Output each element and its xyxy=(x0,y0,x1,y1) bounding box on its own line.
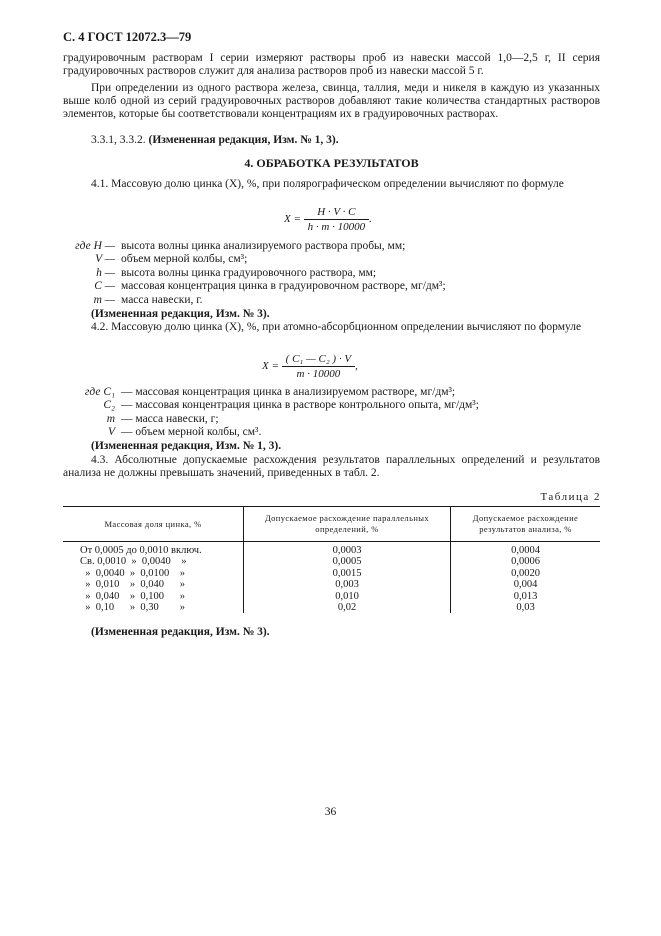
table-row xyxy=(63,579,600,590)
table-header-row xyxy=(63,507,600,542)
formula1-tail: . xyxy=(369,213,372,226)
table-header-cell: Массовая доля цинка, % xyxy=(63,507,244,542)
definition-text: высота волны цинка градуировочного раствора, мм; xyxy=(121,266,377,279)
definition-text: высота волны цинка анализируемого раствора пробы, мм; xyxy=(121,240,406,252)
definition-text: масса навески, г. xyxy=(121,293,203,306)
formula2-lhs: X = xyxy=(262,360,279,373)
definition-symbol: V xyxy=(107,426,115,439)
definition-text: — объем мерной колбы, см³. xyxy=(121,426,262,439)
tolerance-table xyxy=(63,506,600,613)
definitions-list-1 xyxy=(63,240,446,307)
table-cell: 0,0015 xyxy=(244,568,451,579)
definition-symbol: C₂ xyxy=(103,399,115,412)
definition-text: массовая концентрация цинка в градуировочном растворе, мг/дм³; xyxy=(121,280,446,293)
page-number: 36 xyxy=(324,806,337,818)
table-cell: 0,02 xyxy=(244,602,451,613)
table-cell: 0,013 xyxy=(451,591,601,602)
amendment-note-41: (Измененная редакция, Изм. № 3). xyxy=(91,308,270,320)
table-cell: От 0,0005 до 0,0010 включ. xyxy=(80,545,202,556)
table-row xyxy=(63,591,600,602)
amendment-note-43: (Измененная редакция, Изм. № 3). xyxy=(91,626,270,638)
table-cell: 0,003 xyxy=(244,579,451,590)
definition-symbol: V — xyxy=(95,253,115,266)
definition-text: — массовая концентрация цинка в анализируемом растворе, мг/дм³; xyxy=(121,386,456,398)
definition-row xyxy=(63,267,446,280)
table-cell: 0,03 xyxy=(451,602,601,613)
definition-symbol: где H — xyxy=(75,240,115,252)
table-cell: 0,0003 xyxy=(244,542,451,557)
paragraph-continuation: градуировочным растворам I серии измеряют растворы проб из навески массой 1,0—2,5 г, II серия градуировочных растворов служит для анализа растворов проб из навески массой 5 г. xyxy=(63,52,600,78)
amendment-clause-ref: 3.3.1, 3.3.2. xyxy=(91,134,149,146)
amendment-note-42: (Измененная редакция, Изм. № 1, 3). xyxy=(91,440,282,452)
amendment-note: (Измененная редакция, Изм. № 1, 3). xyxy=(148,134,339,146)
table-cell: 0,0005 xyxy=(244,556,451,567)
table-caption: Таблица 2 xyxy=(540,491,601,503)
table-cell: 0,0006 xyxy=(451,556,601,567)
table-cell: 0,0004 xyxy=(451,542,601,557)
definition-text: — масса навески, г; xyxy=(121,412,219,425)
table-cell: » 0,0040 » 0,0100 » xyxy=(80,567,185,579)
table-cell: » 0,040 » 0,100 » xyxy=(80,590,185,602)
table-row xyxy=(63,556,600,567)
table-row xyxy=(63,542,600,557)
table-cell: » 0,010 » 0,040 » xyxy=(80,579,185,591)
definition-row xyxy=(63,294,446,307)
definition-row xyxy=(63,426,479,439)
formula2-tail: , xyxy=(355,360,358,373)
table-header-cell: Допускаемое расхождение параллельных определений, % xyxy=(244,507,451,542)
definition-row xyxy=(63,240,446,253)
paragraph-42: 4.2. Массовую долю цинка (X), %, при атомно-абсорбционном определении вычисляют по формуле xyxy=(91,321,582,333)
table-cell: 0,010 xyxy=(244,591,451,602)
formula1-lhs: X = xyxy=(284,213,301,226)
table-cell: » 0,10 » 0,30 » xyxy=(80,602,185,614)
formula2-denominator: m · 10000 xyxy=(296,368,341,380)
formula2-fraction xyxy=(282,353,355,380)
page-header: С. 4 ГОСТ 12072.3—79 xyxy=(63,30,192,44)
definition-row xyxy=(63,399,479,412)
table-row xyxy=(63,568,600,579)
formula1-denominator: h · m · 10000 xyxy=(307,221,366,233)
definition-text: объем мерной колбы, см³; xyxy=(121,253,248,266)
formula1-fraction xyxy=(304,206,369,233)
formula2-numerator: ( C₁ — C₂ ) · V xyxy=(282,353,355,367)
definition-symbol: C — xyxy=(94,280,115,293)
definition-row xyxy=(63,253,446,266)
definition-row xyxy=(63,386,479,399)
formula-polarographic xyxy=(284,206,372,233)
definition-text: — массовая концентрация цинка в растворе контрольного опыта, мг/дм³; xyxy=(121,399,479,412)
table-row xyxy=(63,602,600,613)
table-cell: 0,0020 xyxy=(451,568,601,579)
table-cell: 0,004 xyxy=(451,579,601,590)
paragraph-amendment-331 xyxy=(63,134,600,147)
definition-symbol: h — xyxy=(96,266,115,279)
definition-row xyxy=(63,280,446,293)
definitions-list-2 xyxy=(63,386,479,440)
definition-symbol: m xyxy=(106,412,115,425)
table-cell: Св. 0,0010 » 0,0040 » xyxy=(80,556,187,568)
definition-symbol: m — xyxy=(93,293,115,306)
formula1-numerator: H · V · C xyxy=(304,206,369,220)
definition-symbol: где C₁ xyxy=(84,386,115,398)
paragraph-41: 4.1. Массовую долю цинка (X), %, при полярографическом определении вычисляют по формуле xyxy=(91,178,564,190)
section-title: 4. ОБРАБОТКА РЕЗУЛЬТАТОВ xyxy=(244,156,419,170)
paragraph-determination: При определении из одного раствора железа, свинца, таллия, меди и никеля в каждую из указанных выше колб одной из серий градуировочных растворов добавляют такие количества стандартных растворов элементов, которые бы соответствовали концентрациям их в градуировочных растворах. xyxy=(63,82,600,121)
formula-atomic-absorption xyxy=(262,353,358,380)
paragraph-43: 4.3. Абсолютные допускаемые расхождения результатов параллельных определений и результатов анализа не должны превышать значений, приведенных в табл. 2. xyxy=(63,454,600,480)
definition-row xyxy=(63,413,479,426)
table-header-cell: Допускаемое расхождение результатов анализа, % xyxy=(451,507,601,542)
